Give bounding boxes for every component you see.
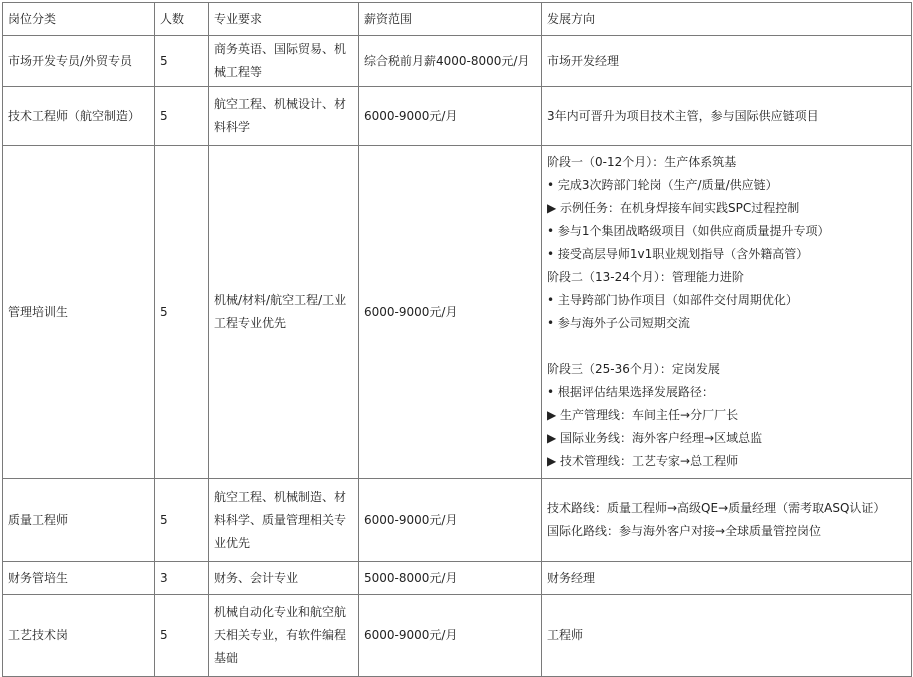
path-line: 阶段二（13-24个月）：管理能力进阶 [547, 270, 744, 284]
header-category: 岗位分类 [3, 3, 155, 36]
path-line: • 完成3次跨部门轮岗（生产/质量/供应链） [547, 178, 778, 192]
header-salary: 薪资范围 [359, 3, 542, 36]
path-line: 财务经理 [547, 570, 596, 585]
path-lines [547, 50, 906, 73]
path-lines [547, 567, 906, 590]
table-row [3, 562, 912, 595]
cell-salary: 6000-9000元/月 [359, 146, 542, 479]
path-line: • 主导跨部门协作项目（如部件交付周期优化） [547, 293, 798, 307]
cell-path [542, 595, 912, 677]
cell-category: 技术工程师（航空制造） [3, 87, 155, 146]
cell-category: 工艺技术岗 [3, 595, 155, 677]
cell-salary: 6000-9000元/月 [359, 87, 542, 146]
path-line: • 参与1个集团战略级项目（如供应商质量提升专项） [547, 224, 830, 238]
path-line: • 接受高层导师1v1职业规划指导（含外籍高管） [547, 247, 809, 261]
path-line: 技术路线：质量工程师→高级QE→质量经理（需考取ASQ认证） [547, 501, 886, 515]
header-path: 发展方向 [542, 3, 912, 36]
path-line: 阶段三（25-36个月）：定岗发展 [547, 362, 720, 376]
path-line: ▶ 技术管理线：工艺专家→总工程师 [547, 454, 739, 468]
path-line: ▶ 生产管理线：车间主任→分厂厂长 [547, 408, 739, 422]
path-line: 工程师 [547, 628, 584, 642]
path-lines [547, 624, 906, 647]
cell-count: 5 [155, 87, 209, 146]
cell-salary: 综合税前月薪4000-8000元/月 [359, 36, 542, 87]
table-row [3, 146, 912, 479]
path-lines [547, 497, 906, 543]
cell-category: 管理培训生 [3, 146, 155, 479]
cell-salary: 5000-8000元/月 [359, 562, 542, 595]
cell-category: 财务管培生 [3, 562, 155, 595]
header-major: 专业要求 [209, 3, 359, 36]
header-count: 人数 [155, 3, 209, 36]
cell-path [542, 36, 912, 87]
cell-major: 航空工程、机械设计、材料科学 [209, 87, 359, 146]
path-line: 国际化路线：参与海外客户对接→全球质量管控岗位 [547, 524, 822, 538]
cell-count: 5 [155, 479, 209, 562]
cell-category: 质量工程师 [3, 479, 155, 562]
path-lines [547, 151, 906, 473]
path-line: 3年内可晋升为项目技术主管，参与国际供应链项目 [547, 108, 819, 123]
cell-category: 市场开发专员/外贸专员 [3, 36, 155, 87]
path-line: • 根据评估结果选择发展路径： [547, 385, 714, 399]
path-line: ▶ 国际业务线：海外客户经理→区域总监 [547, 431, 763, 445]
table-header-row [3, 3, 912, 36]
cell-count: 5 [155, 146, 209, 479]
table-row [3, 36, 912, 87]
cell-major: 财务、会计专业 [209, 562, 359, 595]
path-line [547, 335, 906, 358]
job-table [2, 2, 912, 677]
cell-path [542, 146, 912, 479]
cell-count: 5 [155, 36, 209, 87]
cell-major: 机械自动化专业和航空航天相关专业，有软件编程基础 [209, 595, 359, 677]
path-line: ▶ 示例任务：在机身焊接车间实践SPC过程控制 [547, 201, 800, 215]
path-line: 市场开发经理 [547, 53, 620, 68]
path-line: • 参与海外子公司短期交流 [547, 316, 690, 330]
cell-salary: 6000-9000元/月 [359, 479, 542, 562]
cell-path [542, 87, 912, 146]
cell-major: 机械/材料/航空工程/工业工程专业优先 [209, 146, 359, 479]
table-row [3, 595, 912, 677]
cell-count: 3 [155, 562, 209, 595]
cell-salary: 6000-9000元/月 [359, 595, 542, 677]
cell-major: 航空工程、机械制造、材料科学、质量管理相关专业优先 [209, 479, 359, 562]
table-row [3, 87, 912, 146]
cell-path [542, 562, 912, 595]
path-lines [547, 105, 906, 128]
path-line: 阶段一（0-12个月）：生产体系筑基 [547, 155, 737, 169]
table-row [3, 479, 912, 562]
cell-count: 5 [155, 595, 209, 677]
cell-path [542, 479, 912, 562]
cell-major: 商务英语、国际贸易、机械工程等 [209, 36, 359, 87]
